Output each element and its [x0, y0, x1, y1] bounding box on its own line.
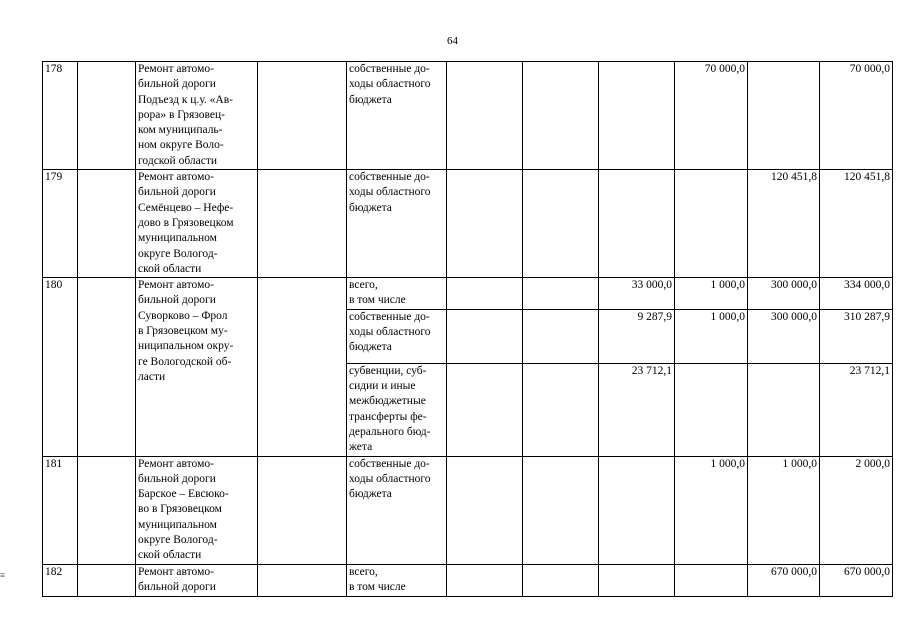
empty-cell [523, 62, 599, 170]
empty-cell [78, 278, 136, 456]
value-cell: 70 000,0 [675, 62, 748, 170]
object-name-cell: Ремонт автомо- бильной дороги Семёнцево – Нефе- дово в Грязовецком муниципальном округе Вологод- ской области [136, 170, 258, 278]
value-cell: 1 000,0 [675, 309, 748, 363]
empty-cell [447, 278, 523, 310]
total-cell: 70 000,0 [820, 62, 893, 170]
value-cell: 9 287,9 [599, 309, 675, 363]
value-cell: 300 000,0 [748, 309, 820, 363]
empty-cell [78, 456, 136, 564]
empty-cell [258, 278, 347, 456]
empty-cell [447, 456, 523, 564]
empty-cell [523, 564, 599, 596]
value-cell [599, 456, 675, 564]
object-name-cell: Ремонт автомо- бильной дороги Подъезд к ц.у. «Ав- рора» в Грязовец- ком муниципаль- ном округе Воло- годской области [136, 62, 258, 170]
row-number-cell: 179 [43, 170, 78, 278]
total-cell: 2 000,0 [820, 456, 893, 564]
value-cell [675, 564, 748, 596]
total-cell: 23 712,1 [820, 363, 893, 456]
funding-source-cell: всего, в том числе [347, 278, 447, 310]
table-row [43, 62, 893, 170]
value-cell [599, 564, 675, 596]
margin-scan-mark: ≡ [0, 570, 6, 580]
funding-source-cell: собственные до- ходы областного бюджета [347, 456, 447, 564]
empty-cell [523, 309, 599, 363]
row-number-cell: 178 [43, 62, 78, 170]
row-number-cell: 182 [43, 564, 78, 596]
funding-source-cell: всего, в том числе [347, 564, 447, 596]
empty-cell [447, 170, 523, 278]
budget-table [42, 61, 893, 597]
value-cell: 1 000,0 [748, 456, 820, 564]
value-cell [599, 62, 675, 170]
funding-source-cell: собственные до- ходы областного бюджета [347, 309, 447, 363]
table-row [43, 278, 893, 310]
empty-cell [447, 363, 523, 456]
empty-cell [447, 309, 523, 363]
empty-cell [523, 456, 599, 564]
funding-source-cell: собственные до- ходы областного бюджета [347, 62, 447, 170]
table-row [43, 564, 893, 596]
table-row [43, 456, 893, 564]
row-number-cell: 181 [43, 456, 78, 564]
object-name-cell: Ремонт автомо- бильной дороги Барское – Евсюко- во в Грязовецком муниципальном округе Вологод- ской области [136, 456, 258, 564]
empty-cell [523, 170, 599, 278]
row-number-cell: 180 [43, 278, 78, 456]
empty-cell [447, 62, 523, 170]
empty-cell [258, 62, 347, 170]
empty-cell [523, 278, 599, 310]
value-cell: 300 000,0 [748, 278, 820, 310]
empty-cell [78, 170, 136, 278]
value-cell: 23 712,1 [599, 363, 675, 456]
empty-cell [78, 564, 136, 596]
total-cell: 670 000,0 [820, 564, 893, 596]
total-cell: 120 451,8 [820, 170, 893, 278]
empty-cell [258, 564, 347, 596]
funding-source-cell: субвенции, суб- сидии и иные межбюджетные трансферты фе- дерального бюд- жета [347, 363, 447, 456]
object-name-cell: Ремонт автомо- бильной дороги [136, 564, 258, 596]
empty-cell [258, 456, 347, 564]
value-cell [748, 62, 820, 170]
value-cell: 120 451,8 [748, 170, 820, 278]
object-name-cell: Ремонт автомо- бильной дороги Суворково – Фрол в Грязовецком му- ниципальном окру- ге Вологодской об- ласти [136, 278, 258, 456]
value-cell [675, 363, 748, 456]
total-cell: 334 000,0 [820, 278, 893, 310]
value-cell: 1 000,0 [675, 456, 748, 564]
empty-cell [523, 363, 599, 456]
value-cell: 670 000,0 [748, 564, 820, 596]
empty-cell [78, 62, 136, 170]
value-cell [599, 170, 675, 278]
value-cell [675, 170, 748, 278]
value-cell [748, 363, 820, 456]
page-number: 64 [447, 35, 458, 47]
table-row [43, 170, 893, 278]
empty-cell [258, 170, 347, 278]
total-cell: 310 287,9 [820, 309, 893, 363]
funding-source-cell: собственные до- ходы областного бюджета [347, 170, 447, 278]
value-cell: 33 000,0 [599, 278, 675, 310]
empty-cell [447, 564, 523, 596]
value-cell: 1 000,0 [675, 278, 748, 310]
